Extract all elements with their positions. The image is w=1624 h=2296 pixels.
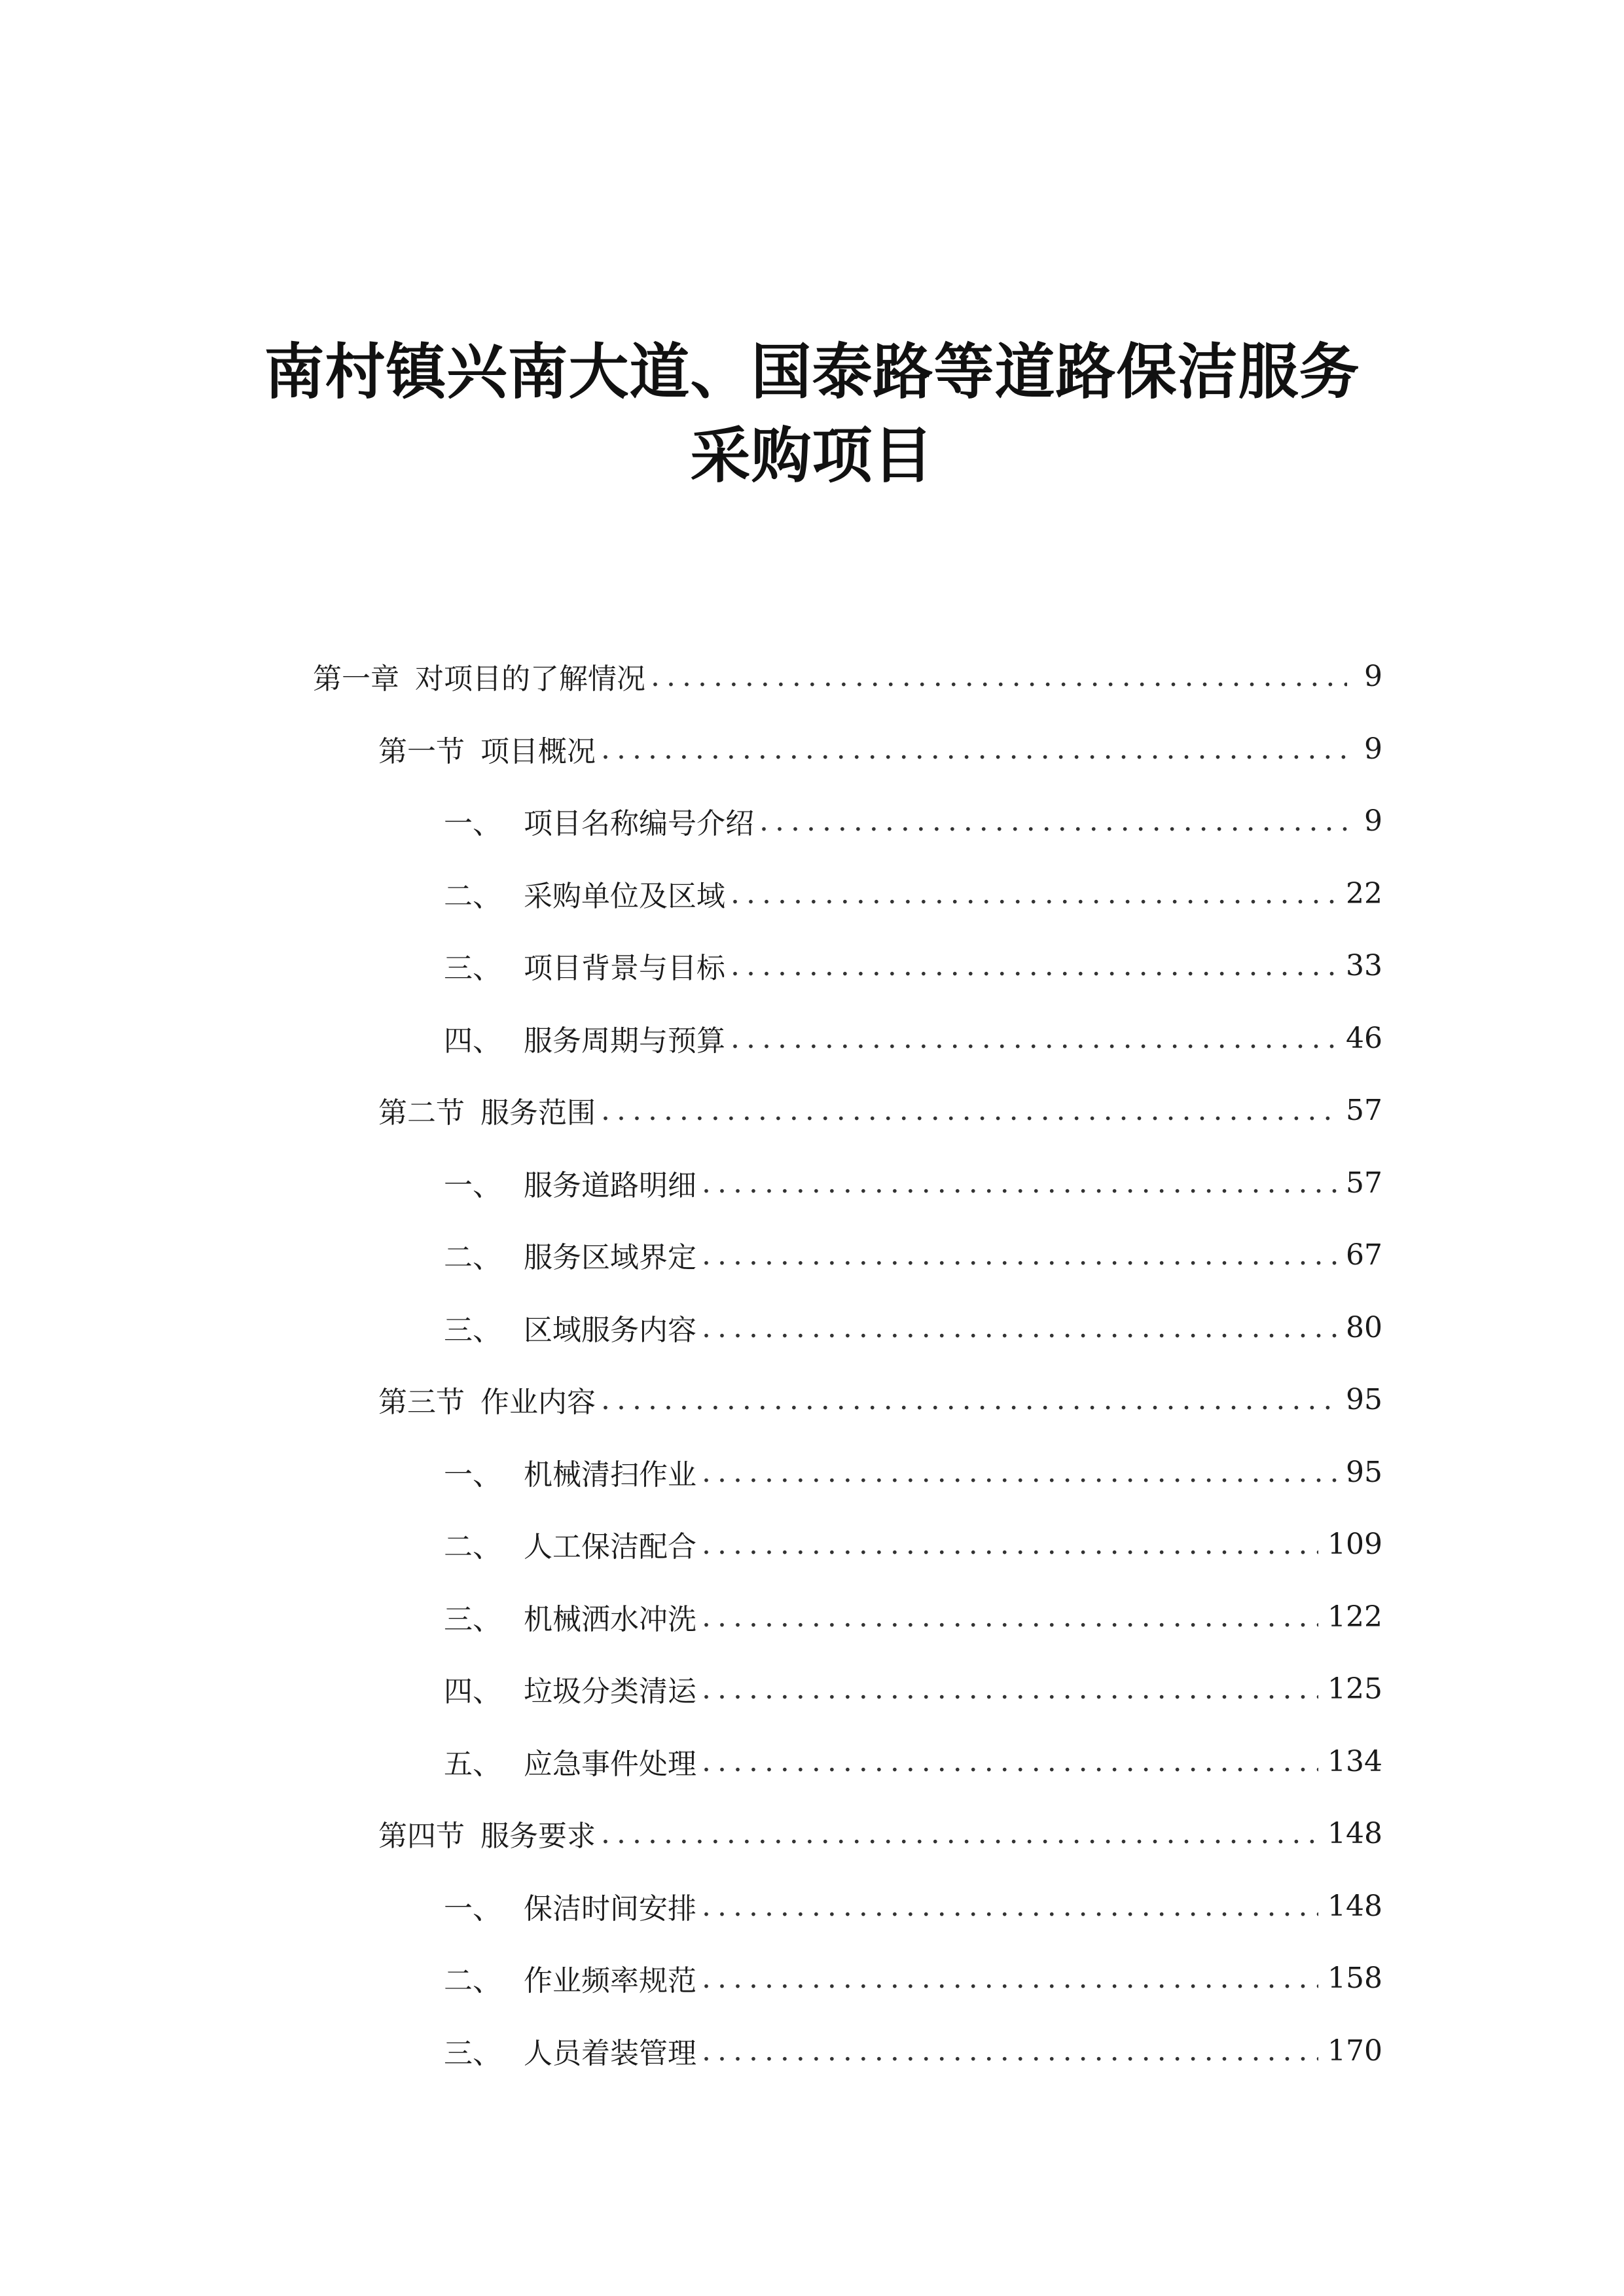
toc-entry[interactable]: [444, 1002, 1382, 1074]
toc-page-number: 125: [1327, 1672, 1382, 1706]
toc-entry-label: [444, 1523, 696, 1565]
toc-entry-label: [378, 1812, 596, 1854]
toc-entry[interactable]: [444, 1942, 1382, 2014]
toc-entry-title: 垃圾分类清运: [524, 1675, 696, 1708]
toc-entry-label: [313, 655, 645, 697]
toc-entry-title: 项目名称编号介绍: [524, 807, 754, 840]
toc-entry-title: 项目概况: [480, 735, 596, 768]
toc-dot-leader: [702, 1528, 1318, 1561]
toc-entry-number: 第三节: [378, 1386, 465, 1419]
toc-entry-number: 一、: [444, 1458, 501, 1492]
toc-entry-number: 二、: [444, 1964, 501, 1998]
toc-entry-title: 人工保洁配合: [524, 1530, 696, 1564]
title-line-2: 采购项目: [690, 421, 934, 491]
toc-entry-number: 二、: [444, 1530, 501, 1564]
toc-dot-leader: [702, 1962, 1318, 1995]
toc-page-number: 170: [1327, 2034, 1382, 2068]
toc-entry-label: [378, 1378, 596, 1420]
toc-entry-number: 三、: [444, 1314, 501, 1347]
toc-dot-leader: [601, 1094, 1337, 1127]
toc-entry-label: [444, 944, 725, 986]
toc-entry-title: 服务范围: [480, 1096, 596, 1130]
document-title: [0, 331, 1624, 498]
toc-entry-title: 应急事件处理: [524, 1748, 696, 1781]
toc-entry-number: 一、: [444, 1169, 501, 1202]
toc-entry-label: [444, 1668, 696, 1710]
toc-entry-title: 服务要求: [480, 1820, 596, 1853]
toc-entry-number: 三、: [444, 952, 501, 985]
toc-entry-label: [444, 800, 754, 842]
title-line-1: 南村镇兴南大道、国泰路等道路保洁服务: [264, 337, 1360, 407]
toc-entry[interactable]: [378, 1363, 1382, 1435]
toc-dot-leader: [702, 1456, 1337, 1489]
toc-page-number: 33: [1346, 948, 1382, 982]
toc-entry-label: [444, 1162, 696, 1204]
toc-entry[interactable]: [444, 1581, 1382, 1653]
toc-dot-leader: [702, 2034, 1318, 2068]
toc-entry[interactable]: [444, 1870, 1382, 1942]
toc-entry-title: 服务道路明细: [524, 1169, 696, 1202]
toc-dot-leader: [702, 1238, 1337, 1272]
toc-dot-leader: [731, 949, 1337, 982]
toc-entry[interactable]: [313, 640, 1382, 712]
toc-dot-leader: [651, 660, 1347, 693]
toc-page-number: 134: [1327, 1744, 1382, 1778]
toc-entry-label: [444, 1451, 696, 1493]
toc-entry[interactable]: [444, 1147, 1382, 1219]
toc-page-number: 80: [1346, 1310, 1382, 1344]
toc-entry[interactable]: [444, 1725, 1382, 1797]
toc-entry-label: [378, 728, 596, 770]
toc-entry-label: [444, 1017, 725, 1059]
toc-page-number: 95: [1346, 1455, 1382, 1489]
toc-entry-title: 作业内容: [480, 1386, 596, 1419]
toc-entry-number: 三、: [444, 2037, 501, 2070]
toc-page-number: 57: [1346, 1166, 1382, 1200]
toc-entry[interactable]: [444, 929, 1382, 1001]
toc-entry[interactable]: [444, 2015, 1382, 2087]
toc-dot-leader: [601, 1383, 1337, 1416]
toc-entry-number: 第二节: [378, 1096, 465, 1130]
toc-entry-title: 作业频率规范: [524, 1964, 696, 1998]
toc-page-number: 9: [1364, 804, 1382, 838]
toc-entry-label: [444, 2030, 696, 2072]
toc-entry-label: [444, 1596, 696, 1638]
toc-entry-number: 一、: [444, 807, 501, 840]
toc-entry-title: 项目背景与目标: [524, 952, 725, 985]
toc-entry-title: 采购单位及区域: [524, 880, 725, 913]
toc-entry[interactable]: [444, 785, 1382, 857]
toc-entry-number: 二、: [444, 880, 501, 913]
toc-entry-title: 机械洒水冲洗: [524, 1603, 696, 1636]
toc-entry[interactable]: [444, 1436, 1382, 1508]
toc-entry-label: [378, 1089, 596, 1131]
toc-page-number: 67: [1346, 1238, 1382, 1272]
toc-dot-leader: [702, 1672, 1318, 1706]
toc-entry-number: 第四节: [378, 1820, 465, 1853]
toc-page-number: 22: [1346, 876, 1382, 910]
toc-entry-title: 机械清扫作业: [524, 1458, 696, 1492]
toc-entry-label: [444, 1885, 696, 1927]
toc-dot-leader: [759, 804, 1347, 838]
toc-entry-number: 第一章: [313, 662, 399, 696]
toc-entry-label: [444, 872, 725, 914]
toc-dot-leader: [702, 1600, 1318, 1634]
toc-dot-leader: [702, 1890, 1318, 1923]
toc-entry-number: 四、: [444, 1675, 501, 1708]
toc-entry[interactable]: [378, 1797, 1382, 1869]
toc-entry[interactable]: [444, 1291, 1382, 1363]
toc-page-number: 95: [1346, 1382, 1382, 1416]
toc-entry-number: 一、: [444, 1892, 501, 1926]
toc-entry[interactable]: [378, 1074, 1382, 1146]
toc-entry-label: [444, 1234, 696, 1276]
toc-entry-label: [444, 1306, 696, 1348]
toc-dot-leader: [702, 1745, 1318, 1778]
toc-entry-number: 四、: [444, 1024, 501, 1058]
toc-page-number: 158: [1327, 1961, 1382, 1995]
toc-page-number: 148: [1327, 1816, 1382, 1850]
toc-entry[interactable]: [444, 857, 1382, 929]
toc-entry-number: 第一节: [378, 735, 465, 768]
toc-entry[interactable]: [444, 1653, 1382, 1725]
toc-entry-title: 保洁时间安排: [524, 1892, 696, 1926]
toc-entry-title: 服务区域界定: [524, 1241, 696, 1274]
toc-entry-title: 对项目的了解情况: [415, 662, 645, 696]
toc-page-number: 9: [1364, 732, 1382, 766]
toc-page-number: 57: [1346, 1093, 1382, 1127]
toc-page-number: 122: [1327, 1600, 1382, 1634]
toc-dot-leader: [731, 877, 1337, 910]
toc-page-number: 46: [1346, 1021, 1382, 1055]
toc-page-number: 148: [1327, 1889, 1382, 1923]
toc-entry-title: 服务周期与预算: [524, 1024, 725, 1058]
toc-entry-title: 区域服务内容: [524, 1314, 696, 1347]
toc-dot-leader: [731, 1022, 1337, 1055]
toc-entry[interactable]: [378, 713, 1382, 785]
toc-entry-label: [444, 1957, 696, 1999]
toc-dot-leader: [702, 1166, 1337, 1200]
toc-entry-number: 五、: [444, 1748, 501, 1781]
toc-entry-label: [444, 1740, 696, 1782]
toc-entry-title: 人员着装管理: [524, 2037, 696, 2070]
toc-entry[interactable]: [444, 1508, 1382, 1580]
toc-dot-leader: [702, 1311, 1337, 1344]
toc-page-number: 9: [1364, 659, 1382, 693]
toc-entry-number: 二、: [444, 1241, 501, 1274]
toc-dot-leader: [601, 1817, 1318, 1850]
toc-entry-number: 三、: [444, 1603, 501, 1636]
toc-page-number: 109: [1327, 1527, 1382, 1561]
toc-dot-leader: [601, 732, 1347, 766]
toc-entry[interactable]: [444, 1219, 1382, 1291]
